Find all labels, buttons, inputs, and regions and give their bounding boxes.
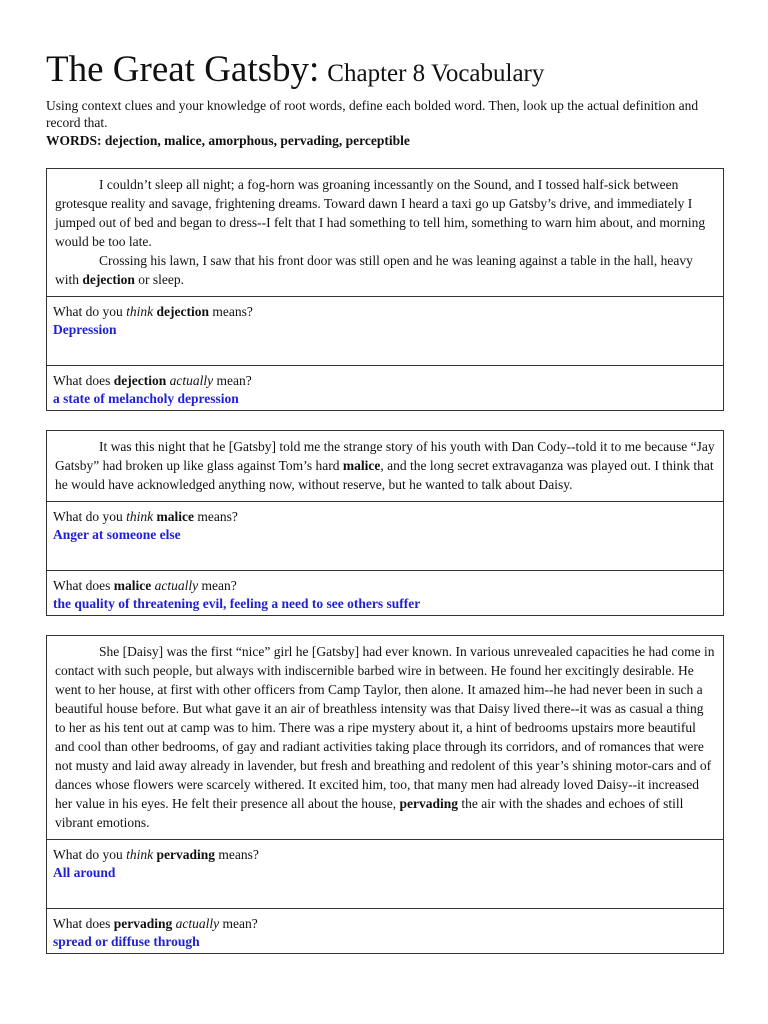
worksheet-page bbox=[46, 50, 724, 954]
vocab-box-malice bbox=[46, 430, 724, 616]
actual-answer-pervading[interactable]: spread or diffuse through bbox=[53, 934, 200, 950]
think-answer-malice[interactable]: Anger at someone else bbox=[53, 527, 181, 543]
passage-text: Crossing his lawn, I saw that his front door was still open and he was leaning against a table in the hall, heavy with bbox=[55, 253, 693, 288]
passage-paragraph bbox=[55, 437, 715, 494]
think-row-malice[interactable] bbox=[47, 501, 723, 570]
actual-answer-dejection[interactable]: a state of melancholy depression bbox=[53, 391, 239, 407]
think-question: What do you think pervading means? bbox=[53, 847, 259, 863]
vocab-word-malice: malice bbox=[342, 458, 381, 474]
think-row-pervading[interactable] bbox=[47, 839, 723, 908]
actual-question: What does malice actually mean? bbox=[53, 578, 237, 594]
think-question: What do you think malice means? bbox=[53, 509, 238, 525]
page-title bbox=[46, 50, 724, 91]
passage-malice bbox=[47, 431, 723, 501]
actual-answer-malice[interactable]: the quality of threatening evil, feeling a need to see others suffer bbox=[53, 596, 421, 612]
title-main: The Great Gatsby: bbox=[46, 49, 320, 90]
actual-row-dejection[interactable] bbox=[47, 365, 723, 410]
vocab-box-dejection bbox=[46, 168, 724, 411]
think-answer-pervading[interactable]: All around bbox=[53, 865, 116, 881]
passage-paragraph bbox=[55, 642, 715, 832]
vocab-word-dejection: dejection bbox=[82, 272, 135, 288]
passage-text: or sleep. bbox=[134, 272, 184, 288]
passage-dejection bbox=[47, 169, 723, 296]
vocab-word-pervading: pervading bbox=[399, 796, 459, 812]
actual-question: What does dejection actually mean? bbox=[53, 373, 252, 389]
passage-paragraph: I couldn’t sleep all night; a fog-horn was groaning incessantly on the Sound, and I tossed half-sick between grotesque reality and savage, frightening dreams. Toward dawn I heard a taxi go up Gatsby’s drive, and immediately I jumped out of bed and began to dress--I felt that I had something to tell him, something to warn him about, and morning would be too late. bbox=[55, 177, 706, 250]
actual-row-malice[interactable] bbox=[47, 570, 723, 615]
title-sub: Chapter 8 Vocabulary bbox=[327, 60, 545, 87]
passage-pervading bbox=[47, 636, 723, 839]
think-question: What do you think dejection means? bbox=[53, 304, 253, 320]
instructions-text: Using context clues and your knowledge of root words, define each bolded word. Then, look up the actual definition and record that. bbox=[46, 97, 699, 131]
vocab-box-pervading bbox=[46, 635, 724, 954]
think-answer-dejection[interactable]: Depression bbox=[53, 322, 117, 338]
passage-text: the air with the shades and echoes of still vibrant emotions. bbox=[55, 796, 684, 831]
words-list: WORDS: dejection, malice, amorphous, pervading, perceptible bbox=[46, 132, 410, 148]
instructions-block bbox=[46, 97, 724, 150]
passage-paragraph bbox=[55, 251, 715, 289]
passage-text: She [Daisy] was the first “nice” girl he [Gatsby] had ever known. In various unrevealed capacities he had come in contact with such people, but always with indiscernible barbed wire in between. He found her excitingly desirable. He went to her house, at first with other officers from Camp Taylor, then alone. It amazed him--he had never been in such a beautiful house before. But what gave it an air of breathless intensity was that Daisy lived there--it was as casual a thing to her as his tent out at camp was to him. There was a ripe mystery about it, a hint of bedrooms upstairs more beautiful and cool than other bedrooms, of gay and radiant activities taking place through its corridors, and of romances that were not musty and laid away already in lavender, but fresh and breathing and redolent of this year’s shining motor-cars and of dances whose flowers were scarcely withered. It excited him, too, that many men had already loved Daisy--it increased her value in his eyes. He felt their presence all about the house, bbox=[55, 644, 715, 812]
passage-text: , and the long secret extravaganza was played out. I think that he would have acknowledged anything now, without reserve, but he wanted to talk about Daisy. bbox=[55, 458, 714, 493]
actual-row-pervading[interactable] bbox=[47, 908, 723, 953]
think-row-dejection[interactable] bbox=[47, 296, 723, 365]
actual-question: What does pervading actually mean? bbox=[53, 916, 258, 932]
passage-text: It was this night that he [Gatsby] told me the strange story of his youth with Dan Cody--told it to me because “Jay Gatsby” had broken up like glass against Tom’s hard bbox=[55, 439, 715, 474]
